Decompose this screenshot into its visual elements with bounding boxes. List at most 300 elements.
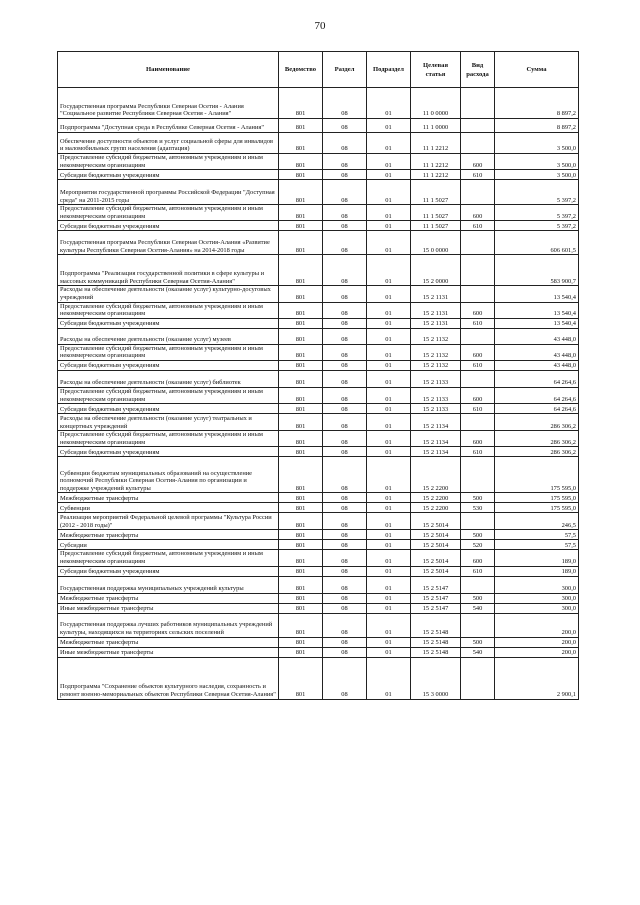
cell-department: 801 <box>279 205 323 221</box>
cell-section: 08 <box>323 205 367 221</box>
cell-section: 08 <box>323 457 367 493</box>
cell-section: 08 <box>323 387 367 403</box>
table-header-row <box>58 52 579 88</box>
cell-expense-type: 610 <box>461 221 495 231</box>
cell-target-article: 15 2 1133 <box>411 370 461 387</box>
cell-subsection: 01 <box>367 493 411 503</box>
cell-expense-type: 540 <box>461 603 495 613</box>
cell-subsection: 01 <box>367 637 411 647</box>
cell-department: 801 <box>279 550 323 566</box>
cell-subsection: 01 <box>367 180 411 205</box>
table-row <box>58 133 579 154</box>
cell-section: 08 <box>323 119 367 133</box>
cell-name: Подпрограмма "Доступная среда в Республике Северная Осетия - Алания" <box>58 119 279 133</box>
cell-subsection: 01 <box>367 154 411 170</box>
cell-name: Субсидии бюджетным учреждениям <box>58 318 279 328</box>
cell-amount: 8 897,2 <box>495 88 579 119</box>
cell-target-article: 15 2 1133 <box>411 404 461 414</box>
table-row <box>58 540 579 550</box>
table-row <box>58 493 579 503</box>
cell-target-article: 15 2 1131 <box>411 286 461 302</box>
cell-department: 801 <box>279 603 323 613</box>
cell-subsection: 01 <box>367 344 411 360</box>
cell-name: Мероприятия государственной программы Российской Федерации "Доступная среда" на 2011-2015 годы <box>58 180 279 205</box>
cell-expense-type: 600 <box>461 344 495 360</box>
cell-target-article: 11 1 2212 <box>411 133 461 154</box>
cell-section: 08 <box>323 540 367 550</box>
cell-amount: 13 540,4 <box>495 302 579 318</box>
header-name: Наименование <box>58 52 279 88</box>
cell-target-article: 15 2 1134 <box>411 414 461 431</box>
cell-subsection: 01 <box>367 566 411 576</box>
cell-subsection: 01 <box>367 457 411 493</box>
cell-subsection: 01 <box>367 657 411 699</box>
cell-subsection: 01 <box>367 370 411 387</box>
cell-amount: 200,0 <box>495 637 579 647</box>
cell-amount: 583 900,7 <box>495 255 579 286</box>
cell-department: 801 <box>279 360 323 370</box>
cell-section: 08 <box>323 154 367 170</box>
cell-expense-type: 500 <box>461 593 495 603</box>
cell-expense-type <box>461 328 495 344</box>
cell-name: Иные межбюджетные трансферты <box>58 603 279 613</box>
cell-amount: 5 397,2 <box>495 205 579 221</box>
cell-section: 08 <box>323 657 367 699</box>
table-row <box>58 205 579 221</box>
cell-subsection: 01 <box>367 255 411 286</box>
cell-expense-type: 520 <box>461 540 495 550</box>
cell-name: Расходы на обеспечение деятельности (оказание услуг) театральных и концертных учреждений <box>58 414 279 431</box>
cell-amount: 64 264,6 <box>495 387 579 403</box>
cell-subsection: 01 <box>367 647 411 657</box>
cell-expense-type <box>461 286 495 302</box>
table-row <box>58 286 579 302</box>
cell-subsection: 01 <box>367 593 411 603</box>
table-row <box>58 576 579 593</box>
cell-amount: 200,0 <box>495 613 579 637</box>
cell-name: Межбюджетные трансферты <box>58 637 279 647</box>
cell-section: 08 <box>323 404 367 414</box>
cell-target-article: 15 2 5014 <box>411 530 461 540</box>
cell-section: 08 <box>323 88 367 119</box>
cell-target-article: 15 2 5014 <box>411 566 461 576</box>
cell-department: 801 <box>279 328 323 344</box>
header-expense-type: Вид расхода <box>461 52 495 88</box>
cell-name: Субсидии бюджетным учреждениям <box>58 360 279 370</box>
table-row <box>58 318 579 328</box>
cell-section: 08 <box>323 431 367 447</box>
cell-expense-type: 600 <box>461 550 495 566</box>
cell-target-article: 11 0 0000 <box>411 88 461 119</box>
cell-name: Расходы на обеспечение деятельности (оказание услуг) музеев <box>58 328 279 344</box>
cell-amount: 246,5 <box>495 513 579 530</box>
cell-amount: 189,0 <box>495 566 579 576</box>
cell-target-article: 15 2 5147 <box>411 603 461 613</box>
cell-department: 801 <box>279 447 323 457</box>
cell-department: 801 <box>279 170 323 180</box>
table-row <box>58 231 579 255</box>
cell-section: 08 <box>323 221 367 231</box>
table-row <box>58 647 579 657</box>
cell-subsection: 01 <box>367 328 411 344</box>
cell-subsection: 01 <box>367 119 411 133</box>
cell-amount: 43 448,0 <box>495 344 579 360</box>
cell-section: 08 <box>323 255 367 286</box>
cell-target-article: 15 2 1132 <box>411 328 461 344</box>
table-row <box>58 88 579 119</box>
cell-department: 801 <box>279 637 323 647</box>
cell-name: Субвенции бюджетам муниципальных образований на осуществление полномочий Республики Северная Осетия-Алания по организации и поддержке учреждений культуры <box>58 457 279 493</box>
cell-section: 08 <box>323 133 367 154</box>
table-row <box>58 360 579 370</box>
cell-subsection: 01 <box>367 302 411 318</box>
cell-target-article: 15 2 5147 <box>411 593 461 603</box>
cell-subsection: 01 <box>367 221 411 231</box>
cell-subsection: 01 <box>367 205 411 221</box>
cell-amount: 43 448,0 <box>495 328 579 344</box>
cell-department: 801 <box>279 576 323 593</box>
cell-target-article: 15 2 5014 <box>411 513 461 530</box>
cell-subsection: 01 <box>367 530 411 540</box>
cell-section: 08 <box>323 530 367 540</box>
cell-department: 801 <box>279 431 323 447</box>
table-row <box>58 431 579 447</box>
cell-amount: 13 540,4 <box>495 286 579 302</box>
cell-expense-type <box>461 119 495 133</box>
cell-expense-type: 600 <box>461 387 495 403</box>
cell-section: 08 <box>323 302 367 318</box>
cell-amount: 8 897,2 <box>495 119 579 133</box>
cell-target-article: 15 2 2200 <box>411 493 461 503</box>
cell-subsection: 01 <box>367 431 411 447</box>
cell-amount: 300,0 <box>495 593 579 603</box>
cell-expense-type: 500 <box>461 637 495 647</box>
cell-subsection: 01 <box>367 513 411 530</box>
cell-expense-type <box>461 613 495 637</box>
cell-name: Субсидии бюджетным учреждениям <box>58 170 279 180</box>
cell-amount: 189,0 <box>495 550 579 566</box>
cell-subsection: 01 <box>367 318 411 328</box>
cell-name: Расходы на обеспечение деятельности (оказание услуг) культурно-досуговых учреждений <box>58 286 279 302</box>
table-row <box>58 637 579 647</box>
cell-section: 08 <box>323 603 367 613</box>
cell-subsection: 01 <box>367 540 411 550</box>
cell-name: Предоставление субсидий бюджетным, автономным учреждениям и иным некоммерческим организациям <box>58 154 279 170</box>
cell-department: 801 <box>279 457 323 493</box>
table-row <box>58 503 579 513</box>
cell-department: 801 <box>279 414 323 431</box>
cell-section: 08 <box>323 566 367 576</box>
cell-name: Предоставление субсидий бюджетным, автономным учреждениям и иным некоммерческим организациям <box>58 344 279 360</box>
cell-subsection: 01 <box>367 88 411 119</box>
cell-amount: 43 448,0 <box>495 360 579 370</box>
cell-section: 08 <box>323 370 367 387</box>
cell-section: 08 <box>323 170 367 180</box>
cell-name: Государственная поддержка муниципальных учреждений культуры <box>58 576 279 593</box>
cell-subsection: 01 <box>367 613 411 637</box>
cell-amount: 175 595,0 <box>495 503 579 513</box>
cell-section: 08 <box>323 576 367 593</box>
table-row <box>58 613 579 637</box>
cell-section: 08 <box>323 513 367 530</box>
cell-target-article: 15 2 5148 <box>411 647 461 657</box>
cell-target-article: 15 2 1131 <box>411 302 461 318</box>
cell-department: 801 <box>279 503 323 513</box>
cell-amount: 286 306,2 <box>495 414 579 431</box>
table-row <box>58 414 579 431</box>
cell-section: 08 <box>323 637 367 647</box>
table-row <box>58 530 579 540</box>
cell-name: Обеспечение доступности объектов и услуг социальной сферы для инвалидов и маломобильных групп населения (адаптация) <box>58 133 279 154</box>
cell-name: Предоставление субсидий бюджетным, автономным учреждениям и иным некоммерческим организациям <box>58 302 279 318</box>
cell-target-article: 11 1 5027 <box>411 221 461 231</box>
cell-expense-type <box>461 255 495 286</box>
cell-target-article: 15 2 1132 <box>411 360 461 370</box>
cell-name: Межбюджетные трансферты <box>58 493 279 503</box>
header-amount: Сумма <box>495 52 579 88</box>
cell-target-article: 11 1 0000 <box>411 119 461 133</box>
cell-name: Государственная поддержка лучших работников муниципальных учреждений культуры, находящихся на территориях сельских поселений <box>58 613 279 637</box>
cell-subsection: 01 <box>367 550 411 566</box>
cell-expense-type: 530 <box>461 503 495 513</box>
cell-target-article: 11 1 2212 <box>411 170 461 180</box>
cell-section: 08 <box>323 613 367 637</box>
cell-target-article: 15 2 5148 <box>411 637 461 647</box>
table-row <box>58 154 579 170</box>
cell-amount: 3 500,0 <box>495 154 579 170</box>
cell-target-article: 15 0 0000 <box>411 231 461 255</box>
cell-department: 801 <box>279 180 323 205</box>
cell-target-article: 15 2 5147 <box>411 576 461 593</box>
cell-section: 08 <box>323 328 367 344</box>
table-row <box>58 328 579 344</box>
table-row <box>58 221 579 231</box>
cell-name: Субсидии бюджетным учреждениям <box>58 447 279 457</box>
cell-section: 08 <box>323 550 367 566</box>
cell-expense-type <box>461 231 495 255</box>
cell-expense-type <box>461 657 495 699</box>
cell-department: 801 <box>279 593 323 603</box>
table-row <box>58 119 579 133</box>
table-row <box>58 657 579 699</box>
table-row <box>58 603 579 613</box>
cell-name: Межбюджетные трансферты <box>58 530 279 540</box>
cell-target-article: 11 1 5027 <box>411 205 461 221</box>
cell-target-article: 15 2 0000 <box>411 255 461 286</box>
cell-target-article: 15 2 5148 <box>411 613 461 637</box>
cell-expense-type <box>461 414 495 431</box>
cell-subsection: 01 <box>367 414 411 431</box>
cell-name: Субсидии бюджетным учреждениям <box>58 404 279 414</box>
cell-amount: 300,0 <box>495 603 579 613</box>
cell-amount: 3 500,0 <box>495 170 579 180</box>
cell-expense-type: 610 <box>461 170 495 180</box>
cell-section: 08 <box>323 593 367 603</box>
cell-target-article: 15 2 1134 <box>411 447 461 457</box>
cell-section: 08 <box>323 447 367 457</box>
cell-department: 801 <box>279 530 323 540</box>
cell-name: Предоставление субсидий бюджетным, автономным учреждениям и иным некоммерческим организациям <box>58 550 279 566</box>
cell-subsection: 01 <box>367 387 411 403</box>
cell-subsection: 01 <box>367 447 411 457</box>
header-target-article: Целевая статья <box>411 52 461 88</box>
cell-name: Подпрограмма "Реализация государственной политики в сфере культуры и массовых коммуникаций Республики Северная Осетия-Алания" <box>58 255 279 286</box>
cell-expense-type <box>461 513 495 530</box>
cell-amount: 175 595,0 <box>495 457 579 493</box>
cell-department: 801 <box>279 231 323 255</box>
cell-department: 801 <box>279 404 323 414</box>
cell-target-article: 11 1 2212 <box>411 154 461 170</box>
cell-section: 08 <box>323 503 367 513</box>
cell-expense-type: 600 <box>461 154 495 170</box>
cell-department: 801 <box>279 613 323 637</box>
cell-amount: 286 306,2 <box>495 447 579 457</box>
page-number: 70 <box>314 20 326 32</box>
cell-target-article: 15 2 5014 <box>411 550 461 566</box>
table-row <box>58 387 579 403</box>
cell-name: Межбюджетные трансферты <box>58 593 279 603</box>
cell-amount: 64 264,6 <box>495 370 579 387</box>
cell-subsection: 01 <box>367 404 411 414</box>
cell-amount: 175 595,0 <box>495 493 579 503</box>
cell-name: Подпрограмма "Сохранение объектов культурного наследия, сохранность и ремонт военно-мемориальных объектов Республики Северная Осетия-Алания" <box>58 657 279 699</box>
table-row <box>58 513 579 530</box>
cell-target-article: 15 2 5014 <box>411 540 461 550</box>
cell-subsection: 01 <box>367 133 411 154</box>
cell-section: 08 <box>323 344 367 360</box>
cell-amount: 57,5 <box>495 530 579 540</box>
cell-amount: 57,5 <box>495 540 579 550</box>
cell-department: 801 <box>279 88 323 119</box>
cell-target-article: 15 2 1132 <box>411 344 461 360</box>
cell-target-article: 15 3 0000 <box>411 657 461 699</box>
cell-name: Субсидии бюджетным учреждениям <box>58 221 279 231</box>
table-row <box>58 344 579 360</box>
table-row <box>58 404 579 414</box>
cell-expense-type: 600 <box>461 431 495 447</box>
cell-section: 08 <box>323 180 367 205</box>
cell-department: 801 <box>279 286 323 302</box>
cell-name: Реализация мероприятий Федеральной целевой программы "Культура России (2012 - 2018 годы)" <box>58 513 279 530</box>
table-row <box>58 550 579 566</box>
cell-department: 801 <box>279 540 323 550</box>
cell-section: 08 <box>323 414 367 431</box>
cell-section: 08 <box>323 647 367 657</box>
cell-expense-type: 600 <box>461 205 495 221</box>
cell-name: Предоставление субсидий бюджетным, автономным учреждениям и иным некоммерческим организациям <box>58 431 279 447</box>
cell-name: Субвенции <box>58 503 279 513</box>
table-row <box>58 447 579 457</box>
cell-department: 801 <box>279 387 323 403</box>
table-row <box>58 566 579 576</box>
cell-name: Предоставление субсидий бюджетным, автономным учреждениям и иным некоммерческим организациям <box>58 205 279 221</box>
cell-amount: 64 264,6 <box>495 404 579 414</box>
cell-subsection: 01 <box>367 231 411 255</box>
cell-department: 801 <box>279 513 323 530</box>
table-row <box>58 170 579 180</box>
cell-department: 801 <box>279 133 323 154</box>
cell-name: Государственная программа Республики Северная Осетия-Алания «Развитие культуры Республики Северная Осетия-Алания» на 2014-2018 годы <box>58 231 279 255</box>
cell-expense-type <box>461 576 495 593</box>
table-row <box>58 255 579 286</box>
table-row <box>58 302 579 318</box>
cell-section: 08 <box>323 360 367 370</box>
cell-department: 801 <box>279 566 323 576</box>
cell-department: 801 <box>279 119 323 133</box>
cell-amount: 286 306,2 <box>495 431 579 447</box>
cell-section: 08 <box>323 286 367 302</box>
cell-department: 801 <box>279 221 323 231</box>
table-row <box>58 180 579 205</box>
cell-target-article: 11 1 5027 <box>411 180 461 205</box>
cell-expense-type <box>461 133 495 154</box>
header-section: Раздел <box>323 52 367 88</box>
cell-section: 08 <box>323 493 367 503</box>
cell-amount: 606 601,5 <box>495 231 579 255</box>
cell-department: 801 <box>279 344 323 360</box>
cell-name: Субсидии бюджетным учреждениям <box>58 566 279 576</box>
cell-department: 801 <box>279 370 323 387</box>
cell-department: 801 <box>279 657 323 699</box>
cell-subsection: 01 <box>367 503 411 513</box>
cell-section: 08 <box>323 318 367 328</box>
cell-department: 801 <box>279 255 323 286</box>
cell-amount: 3 500,0 <box>495 133 579 154</box>
cell-department: 801 <box>279 302 323 318</box>
cell-amount: 5 397,2 <box>495 221 579 231</box>
cell-department: 801 <box>279 154 323 170</box>
table-row <box>58 457 579 493</box>
table-body <box>58 88 579 700</box>
cell-target-article: 15 2 1131 <box>411 318 461 328</box>
cell-expense-type: 610 <box>461 566 495 576</box>
header-department: Ведомство <box>279 52 323 88</box>
table-row <box>58 370 579 387</box>
table-row <box>58 593 579 603</box>
cell-subsection: 01 <box>367 170 411 180</box>
cell-section: 08 <box>323 231 367 255</box>
cell-target-article: 15 2 2200 <box>411 503 461 513</box>
cell-name: Государственная программа Республики Северная Осетия - Алания "Социальное развитие Республики Северная Осетия - Алания" <box>58 88 279 119</box>
cell-amount: 5 397,2 <box>495 180 579 205</box>
cell-expense-type <box>461 370 495 387</box>
cell-subsection: 01 <box>367 360 411 370</box>
cell-name: Предоставление субсидий бюджетным, автономным учреждениям и иным некоммерческим организациям <box>58 387 279 403</box>
cell-name: Расходы на обеспечение деятельности (оказание услуг) библиотек <box>58 370 279 387</box>
cell-target-article: 15 2 1134 <box>411 431 461 447</box>
cell-amount: 13 540,4 <box>495 318 579 328</box>
cell-expense-type <box>461 88 495 119</box>
cell-target-article: 15 2 2200 <box>411 457 461 493</box>
cell-name: Субсидии <box>58 540 279 550</box>
cell-department: 801 <box>279 647 323 657</box>
cell-expense-type <box>461 457 495 493</box>
cell-expense-type: 540 <box>461 647 495 657</box>
cell-expense-type: 600 <box>461 302 495 318</box>
cell-subsection: 01 <box>367 576 411 593</box>
cell-expense-type: 610 <box>461 360 495 370</box>
cell-expense-type: 610 <box>461 318 495 328</box>
header-subsection: Подраздел <box>367 52 411 88</box>
cell-amount: 200,0 <box>495 647 579 657</box>
cell-expense-type <box>461 180 495 205</box>
cell-expense-type: 610 <box>461 447 495 457</box>
cell-subsection: 01 <box>367 603 411 613</box>
cell-subsection: 01 <box>367 286 411 302</box>
cell-department: 801 <box>279 318 323 328</box>
cell-name: Иные межбюджетные трансферты <box>58 647 279 657</box>
cell-expense-type: 500 <box>461 530 495 540</box>
